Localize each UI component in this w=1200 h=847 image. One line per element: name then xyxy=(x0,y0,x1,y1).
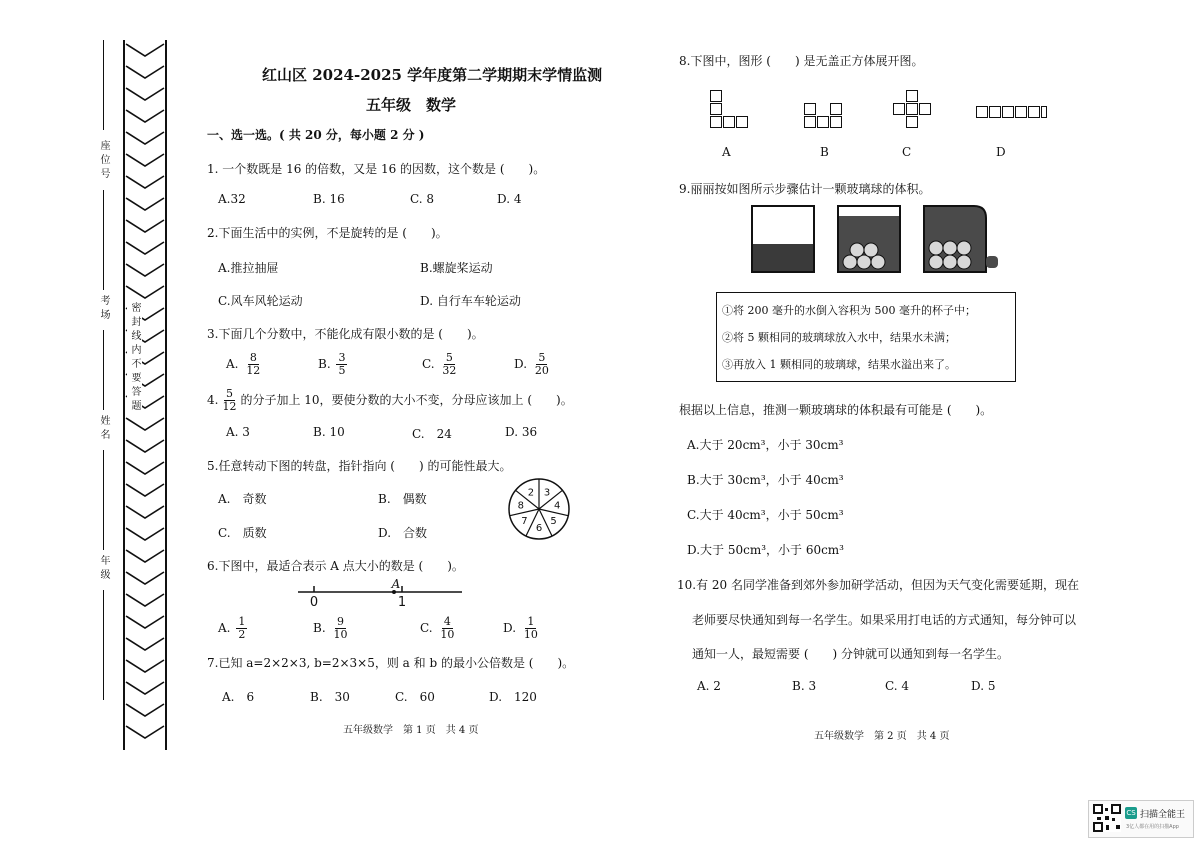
fraction xyxy=(244,352,262,377)
chevron-mark xyxy=(126,242,164,254)
bind-line xyxy=(103,190,104,290)
question-10-line-3: 通知一人，最短需要 ( ) 分钟就可以通知到每一名学生。 xyxy=(692,647,1009,661)
q3-option-b xyxy=(318,352,349,377)
chevron-mark xyxy=(126,220,164,232)
chevron-mark xyxy=(126,616,164,628)
q5-option-d: D. 合数 xyxy=(378,526,428,540)
chevron-mark xyxy=(126,660,164,672)
denominator: 10 xyxy=(523,628,538,641)
denominator: 12 xyxy=(246,364,261,377)
option-letter: B. xyxy=(318,357,331,371)
q7-option-d: D. 120 xyxy=(489,690,537,704)
question-9-prompt: 根据以上信息，推测一颗玻璃球的体积最有可能是 ( )。 xyxy=(679,403,993,417)
q6-option-d xyxy=(503,616,542,641)
chevron-mark xyxy=(126,198,164,210)
chevron-mark xyxy=(126,594,164,606)
bind-line xyxy=(103,40,104,130)
question-number: 4. xyxy=(207,393,219,407)
option-letter: C. xyxy=(420,621,433,635)
app-name: 扫描全能王 xyxy=(1140,810,1186,820)
question-text: 的分子加上 10，要使分数的大小不变，分母应该加上 ( )。 xyxy=(240,393,573,407)
fraction xyxy=(331,616,349,641)
numerator: 5 xyxy=(225,387,233,400)
spinner-sector-label: 7 xyxy=(521,516,528,528)
q7-option-c: C. 60 xyxy=(395,690,435,704)
fraction xyxy=(438,616,456,641)
section-heading: 一、选一选。( 共 20 分，每小题 2 分 ) xyxy=(207,128,425,142)
chevron-mark xyxy=(126,484,164,496)
question-10-line-1: 10.有 20 名同学准备到郊外参加研学活动，但因为天气变化需要延期，现在 xyxy=(677,578,1079,592)
option-letter: A. xyxy=(218,621,231,635)
denominator: 5 xyxy=(338,364,346,377)
spinner-diagram xyxy=(506,476,572,542)
exam-room-label: 考场 xyxy=(98,295,109,323)
q3-option-c xyxy=(422,352,460,377)
chevron-mark xyxy=(126,506,164,518)
question-6-stem: 6.下图中，最适合表示 A 点大小的数是 ( )。 xyxy=(207,559,464,573)
q1-option-a: A.32 xyxy=(218,192,246,206)
q6-option-a xyxy=(218,616,249,641)
chevron-mark xyxy=(126,132,164,144)
chevron-mark xyxy=(126,572,164,584)
q8-option-a: A xyxy=(722,145,731,159)
app-tagline: 3亿人都在用的扫描App xyxy=(1126,824,1179,830)
q5-option-a: A. 奇数 xyxy=(218,492,267,506)
q2-option-c: C.风车风轮运动 xyxy=(218,294,303,308)
q8-option-c: C xyxy=(902,145,912,159)
bind-line xyxy=(103,450,104,550)
q10-option-b: B. 3 xyxy=(792,679,817,693)
seal-line-text: 密封线内不要答题 xyxy=(129,302,140,414)
chevron-mark xyxy=(126,462,164,474)
denominator: 10 xyxy=(440,628,455,641)
spinner-sector-label: 5 xyxy=(550,516,557,528)
chevron-mark xyxy=(126,726,164,738)
spinner-sector-label: 2 xyxy=(527,487,535,499)
q8-option-d: D xyxy=(996,145,1006,159)
name-label: 姓名 xyxy=(98,415,109,443)
q4-option-d: D. 36 xyxy=(505,425,538,439)
grade-label: 年级 xyxy=(98,555,109,583)
qr-code-icon xyxy=(1093,804,1121,832)
chevron-mark xyxy=(126,110,164,122)
chevron-mark xyxy=(126,440,164,452)
q10-option-a: A. 2 xyxy=(697,679,721,693)
option-letter: C. xyxy=(422,357,435,371)
question-2-stem: 2.下面生活中的实例，不是旋转的是 ( )。 xyxy=(207,226,448,240)
app-badge-icon: CS xyxy=(1126,809,1136,817)
option-letter: A. xyxy=(226,357,239,371)
chevron-mark xyxy=(126,44,164,56)
chevron-mark xyxy=(126,638,164,650)
denominator: 32 xyxy=(442,364,457,377)
spinner-sector-label: 3 xyxy=(543,487,551,499)
q9-option-d: D.大于 50cm³，小于 60cm³ xyxy=(687,543,844,557)
q2-option-d: D. 自行车车轮运动 xyxy=(420,294,521,308)
step-1: ①将 200 毫升的水倒入容积为 500 毫升的杯子中； xyxy=(722,304,976,317)
spinner-sector-label: 8 xyxy=(517,500,525,512)
step-3: ③再放入 1 颗相同的玻璃球，结果水溢出来了。 xyxy=(722,358,956,371)
q9-option-a: A.大于 20cm³，小于 30cm³ xyxy=(687,438,844,452)
q9-option-b: B.大于 30cm³，小于 40cm³ xyxy=(687,473,844,487)
numerator: 5 xyxy=(538,351,546,364)
q7-option-a: A. 6 xyxy=(222,690,255,704)
numerator: 8 xyxy=(249,351,257,364)
q2-option-b: B.螺旋桨运动 xyxy=(420,261,493,275)
q8-option-b: B xyxy=(820,145,829,159)
chevron-mark xyxy=(126,704,164,716)
q1-option-b: B. 16 xyxy=(313,192,345,206)
step-2: ②将 5 颗相同的玻璃球放入水中，结果水未满； xyxy=(722,331,956,344)
chevron-mark xyxy=(126,528,164,540)
question-1-stem: 1. 一个数既是 16 的倍数，又是 16 的因数，这个数是 ( )。 xyxy=(207,162,546,176)
page-footer: 五年级数学 第 1 页 共 4 页 xyxy=(343,725,479,736)
q9-option-c: C.大于 40cm³，小于 50cm³ xyxy=(687,508,844,522)
q7-option-b: B. 30 xyxy=(310,690,350,704)
question-3-stem: 3.下面几个分数中，不能化成有限小数的是 ( )。 xyxy=(207,327,484,341)
q5-option-b: B. 偶数 xyxy=(378,492,427,506)
spinner-sector-label: 4 xyxy=(553,500,561,512)
question-10-line-2: 老师要尽快通知到每一名学生。如果采用打电话的方式通知，每分钟可以 xyxy=(692,613,1077,627)
scanner-watermark xyxy=(1088,800,1194,838)
numerator: 5 xyxy=(445,351,453,364)
point-label-a: A xyxy=(391,578,401,591)
denominator: 10 xyxy=(333,628,348,641)
chevron-mark xyxy=(126,88,164,100)
q6-option-c xyxy=(420,616,458,641)
fraction xyxy=(533,352,551,377)
fraction xyxy=(440,352,458,377)
tick-label-0: 0 xyxy=(309,595,319,610)
chevron-mark xyxy=(126,550,164,562)
chevron-mark xyxy=(126,264,164,276)
tick-label-1: 1 xyxy=(397,595,407,610)
page-footer: 五年级数学 第 2 页 共 4 页 xyxy=(814,731,950,742)
exam-subtitle: 五年级 数学 xyxy=(366,96,457,114)
q4-option-a: A. 3 xyxy=(226,425,250,439)
fraction xyxy=(522,616,540,641)
numerator: 9 xyxy=(336,615,344,628)
q10-option-c: C. 4 xyxy=(885,679,910,693)
q6-option-b xyxy=(313,616,351,641)
chevron-mark xyxy=(126,286,164,298)
fraction xyxy=(220,388,238,413)
option-letter: D. xyxy=(514,357,528,371)
denominator: 12 xyxy=(222,400,237,413)
chevron-mark xyxy=(126,66,164,78)
chevron-mark xyxy=(126,154,164,166)
fraction xyxy=(336,352,347,377)
fraction xyxy=(236,616,247,641)
q2-option-a: A.推拉抽屉 xyxy=(218,261,279,275)
bind-line xyxy=(103,590,104,700)
q3-option-a xyxy=(226,352,264,377)
q1-option-c: C. 8 xyxy=(410,192,435,206)
q3-option-d xyxy=(514,352,553,377)
question-5-stem: 5.任意转动下图的转盘，指针指向 ( ) 的可能性最大。 xyxy=(207,459,512,473)
bind-line xyxy=(103,330,104,410)
number-line xyxy=(296,578,466,610)
cups-diagram xyxy=(750,204,1002,276)
seat-number-label: 座位号 xyxy=(98,140,109,182)
numerator: 3 xyxy=(338,351,346,364)
chevron-mark xyxy=(126,418,164,430)
spinner-sector-label: 6 xyxy=(535,523,543,535)
denominator: 2 xyxy=(238,628,246,641)
denominator: 20 xyxy=(534,364,549,377)
chevron-mark xyxy=(126,176,164,188)
exam-title: 红山区 2024-2025 学年度第二学期期末学情监测 xyxy=(262,66,603,84)
q5-option-c: C. 质数 xyxy=(218,526,267,540)
option-letter: B. xyxy=(313,621,326,635)
option-letter: D. xyxy=(503,621,517,635)
question-8-stem: 8.下图中，图形 ( ) 是无盖正方体展开图。 xyxy=(679,54,924,68)
q4-option-c: C. 24 xyxy=(412,427,452,441)
question-4-stem xyxy=(207,388,573,413)
numerator: 4 xyxy=(443,615,451,628)
q10-option-d: D. 5 xyxy=(971,679,996,693)
numerator: 1 xyxy=(527,615,535,628)
question-9-stem: 9.丽丽按如图所示步骤估计一颗玻璃球的体积。 xyxy=(679,182,931,196)
q4-option-b: B. 10 xyxy=(313,425,345,439)
question-7-stem: 7.已知 a=2×2×3, b=2×3×5，则 a 和 b 的最小公倍数是 ( )。 xyxy=(207,656,575,670)
chevron-mark xyxy=(126,682,164,694)
q1-option-d: D. 4 xyxy=(497,192,522,206)
numerator: 1 xyxy=(238,615,246,628)
